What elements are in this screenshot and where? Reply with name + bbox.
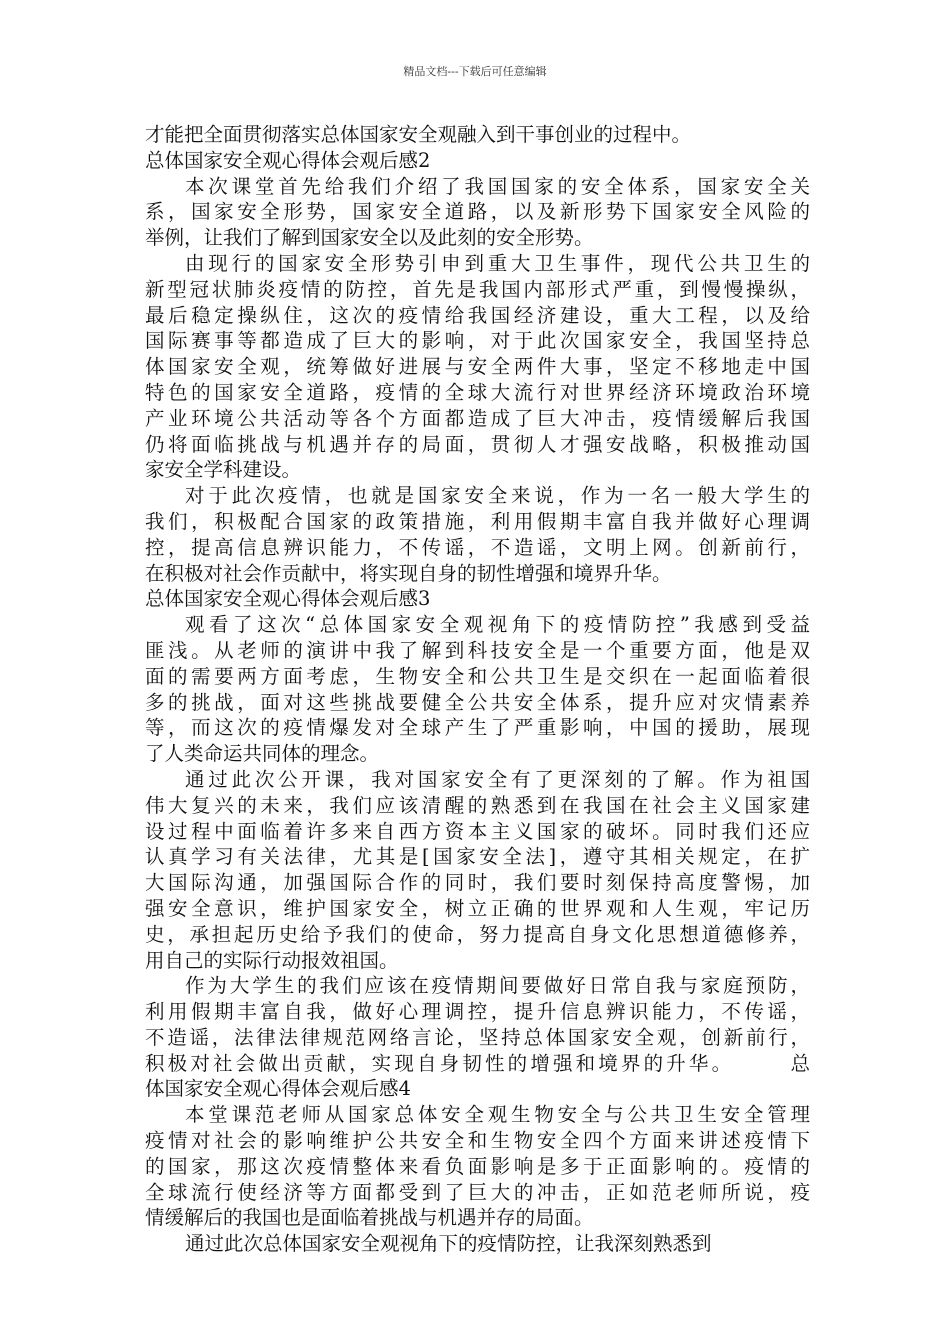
- page-header: 精品文档---下载后可任意编辑: [403, 65, 547, 78]
- paragraph-line: 新型冠状肺炎疫情的防控，首先是我国内部形式严重，到慢慢操纵，: [145, 277, 810, 301]
- paragraph-line: 作为大学生的我们应该在疫情期间要做好日常自我与家庭预防，: [185, 974, 810, 998]
- paragraph-line: 在积极对社会作贡献中，将实现自身的韧性增强和境界升华。: [145, 561, 672, 585]
- paragraph-line: 仍将面临挑战与机遇并存的局面，贯彻人才强安战略，积极推动国: [145, 432, 810, 456]
- paragraph-line: 情缓解后的我国也是面临着挑战与机遇并存的局面。: [145, 1206, 594, 1230]
- paragraph: [145, 1102, 810, 1231]
- paragraph-line: 特色的国家安全道路，疫情的全球大流行对世界经济环境政治环境: [145, 380, 810, 404]
- paragraph-line: 对于此次疫情，也就是国家安全来说，作为一名一般大学生的: [185, 484, 810, 508]
- paragraph-line: 设过程中面临着许多来自西方资本主义国家的破坏。同时我们还应: [145, 819, 810, 843]
- paragraph: [145, 251, 810, 483]
- paragraph-line: 控，提高信息辨识能力，不传谣，不造谣，文明上网。创新前行，: [145, 535, 810, 559]
- paragraph-line: 强安全意识，维护国家安全，树立正确的世界观和人生观，牢记历: [145, 896, 810, 920]
- paragraph: [145, 612, 810, 767]
- document-body: [145, 122, 810, 1257]
- paragraph-line: 多的挑战，面对这些挑战要健全公共安全体系，提升应对灾情素养: [145, 690, 810, 714]
- paragraph-line: 的国家，那这次疫情整体来看负面影响是多于正面影响的。疫情的: [145, 1154, 810, 1178]
- section-heading: 总体国家安全观心得体会观后感2: [145, 148, 431, 172]
- paragraph-line: 系，国家安全形势，国家安全道路，以及新形势下国家安全风险的: [145, 200, 810, 224]
- paragraph-line: 大国际沟通，加强国际合作的同时，我们要时刻保持高度警惕，加: [145, 871, 810, 895]
- paragraph-line: 我们，积极配合国家的政策措施，利用假期丰富自我并做好心理调: [145, 509, 810, 533]
- paragraph-line: 体国家安全观心得体会观后感4: [145, 1077, 411, 1101]
- paragraph-line: 观看了这次“总体国家安全观视角下的疫情防控”我感到受益: [185, 613, 810, 637]
- paragraph-line: 通过此次总体国家安全观视角下的疫情防控，让我深刻熟悉到: [185, 1232, 712, 1256]
- paragraph-line: 才能把全面贯彻落实总体国家安全观融入到干事创业的过程中。: [145, 123, 692, 146]
- paragraph-line: 利用假期丰富自我，做好心理调控，提升信息辨识能力，不传谣，: [145, 1000, 810, 1024]
- paragraph-line: 疫情对社会的影响维护公共安全和生物安全四个方面来讲述疫情下: [145, 1129, 810, 1153]
- paragraph-line: 史，承担起历史给予我们的使命，努力提高自身文化思想道德修养，: [145, 922, 810, 946]
- paragraph-line: 本堂课范老师从国家总体安全观生物安全与公共卫生安全管理: [185, 1103, 810, 1127]
- paragraph: [145, 122, 810, 148]
- paragraph-line: 用自己的实际行动报效祖国。: [145, 948, 399, 972]
- paragraph-line: 由现行的国家安全形势引申到重大卫生事件，现代公共卫生的: [185, 251, 810, 275]
- paragraph-line: 匪浅。从老师的演讲中我了解到科技安全是一个重要方面，他是双: [145, 638, 810, 662]
- paragraph-line: 了人类命运共同体的理念。: [145, 742, 380, 766]
- paragraph: [145, 973, 810, 1102]
- paragraph-line: 产业环境公共活动等各个方面都造成了巨大冲击，疫情缓解后我国: [145, 406, 810, 430]
- paragraph-line: 不造谣，法律法律规范网络言论，坚持总体国家安全观，创新前行，: [145, 1025, 810, 1049]
- paragraph: [145, 174, 810, 251]
- paragraph-line: 认真学习有关法律，尤其是[国家安全法]，遵守其相关规定，在扩: [145, 845, 810, 869]
- paragraph-line: 全球流行使经济等方面都受到了巨大的冲击，正如范老师所说，疫: [145, 1180, 810, 1204]
- paragraph-line: 体国家安全观，统筹做好进展与安全两件大事，坚定不移地走中国: [145, 355, 810, 379]
- paragraph-line: 伟大复兴的未来，我们应该清醒的熟悉到在我国在社会主义国家建: [145, 793, 810, 817]
- paragraph: [145, 767, 810, 973]
- paragraph: [145, 483, 810, 586]
- paragraph-line: 国际赛事等都造成了巨大的影响，对于此次国家安全，我国坚持总: [145, 329, 810, 353]
- section-heading: 总体国家安全观心得体会观后感3: [145, 587, 431, 611]
- paragraph-line: 家安全学科建设。: [145, 458, 302, 482]
- paragraph-line: 本次课堂首先给我们介绍了我国国家的安全体系，国家安全关: [185, 174, 810, 198]
- paragraph-line: 通过此次公开课，我对国家安全有了更深刻的了解。作为祖国: [185, 767, 810, 791]
- paragraph-line: 举例，让我们了解到国家安全以及此刻的安全形势。: [145, 226, 594, 250]
- paragraph-line: 积极对社会做出贡献，实现自身韧性的增强和境界的升华。 总: [145, 1051, 810, 1075]
- paragraph-line: 最后稳定操纵住，这次的疫情给我国经济建设，重大工程，以及给: [145, 303, 810, 327]
- paragraph-line: 等，而这次的疫情爆发对全球产生了严重影响，中国的援助，展现: [145, 716, 810, 740]
- paragraph: [145, 1231, 810, 1257]
- paragraph-line: 面的需要两方面考虑，生物安全和公共卫生是交织在一起面临着很: [145, 664, 810, 688]
